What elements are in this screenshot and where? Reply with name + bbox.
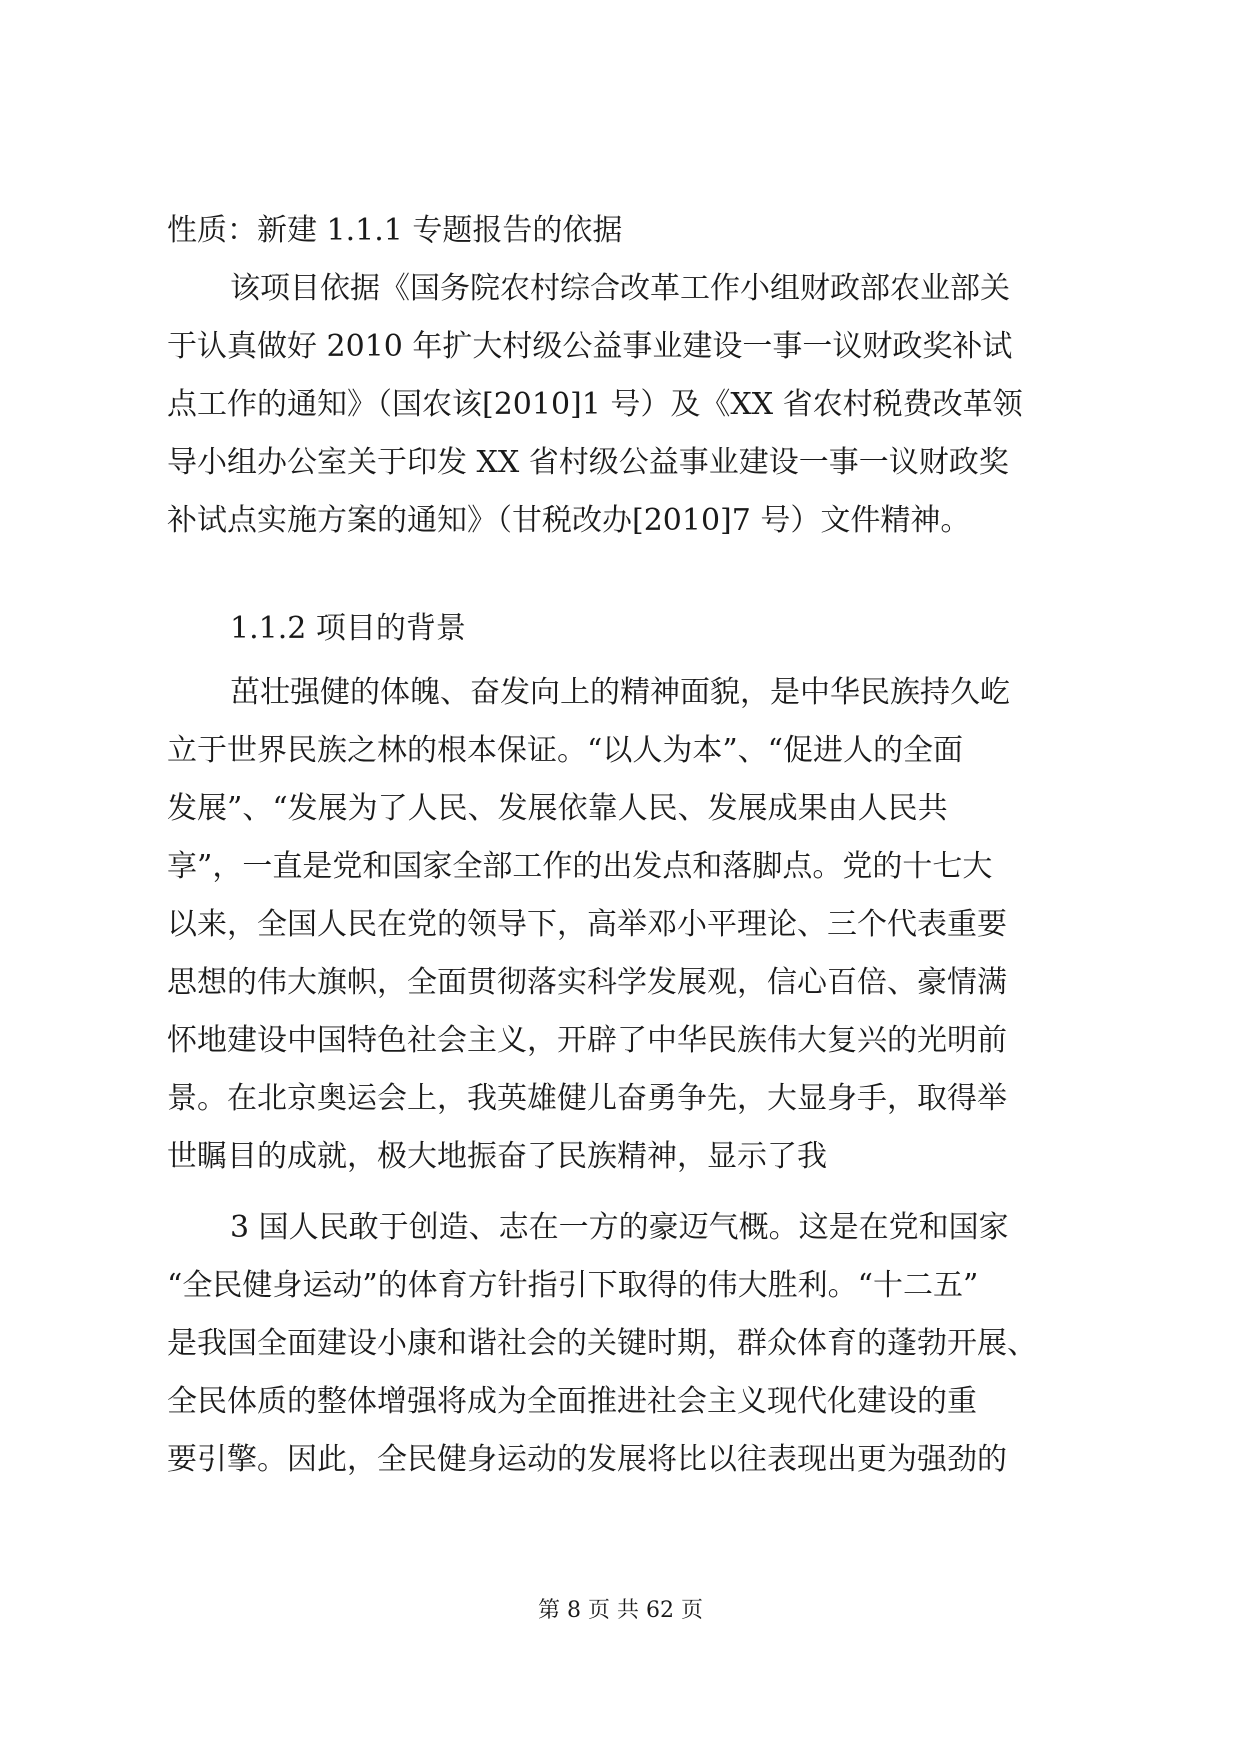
paragraph-line: “全民健身运动”的体育方针指引下取得的伟大胜利。“十二五” <box>167 1268 979 1303</box>
paragraph-line: 世瞩目的成就，极大地振奋了民族精神，显示了我 <box>167 1139 827 1174</box>
paragraph-line: 怀地建设中国特色社会主义，开辟了中华民族伟大复兴的光明前 <box>167 1023 1007 1058</box>
paragraph-line: 补试点实施方案的通知》（甘税改办[2010]7 号）文件精神。 <box>167 503 971 538</box>
page-number-footer: 第 8 页 共 62 页 <box>538 1598 703 1623</box>
section-heading-1-1-1: 性质：新建 1.1.1 专题报告的依据 <box>167 213 623 248</box>
paragraph-line: 以来，全国人民在党的领导下，高举邓小平理论、三个代表重要 <box>167 907 1007 942</box>
paragraph-line: 享”，一直是党和国家全部工作的出发点和落脚点。党的十七大 <box>167 849 993 884</box>
paragraph-line: 是我国全面建设小康和谐社会的关键时期，群众体育的蓬勃开展、 <box>167 1326 1037 1361</box>
paragraph-line: 导小组办公室关于印发 XX 省村级公益事业建设一事一议财政奖 <box>167 445 1009 480</box>
paragraph-line: 茁壮强健的体魄、奋发向上的精神面貌，是中华民族持久屹 <box>230 675 1010 710</box>
paragraph-line: 全民体质的整体增强将成为全面推进社会主义现代化建设的重 <box>167 1384 977 1419</box>
paragraph-line: 点工作的通知》（国农该[2010]1 号）及《XX 省农村税费改革领 <box>167 387 1023 422</box>
paragraph-line: 该项目依据《国务院农村综合改革工作小组财政部农业部关 <box>230 271 1010 306</box>
paragraph-line: 3 国人民敢于创造、志在一方的豪迈气概。这是在党和国家 <box>230 1210 1009 1245</box>
paragraph-line: 要引擎。因此，全民健身运动的发展将比以往表现出更为强劲的 <box>167 1442 1007 1477</box>
section-heading-1-1-2: 1.1.2 项目的背景 <box>230 611 466 646</box>
paragraph-line: 于认真做好 2010 年扩大村级公益事业建设一事一议财政奖补试 <box>167 329 1013 364</box>
paragraph-line: 发展”、“发展为了人民、发展依靠人民、发展成果由人民共 <box>167 791 948 826</box>
paragraph-line: 立于世界民族之林的根本保证。“以人为本”、“促进人的全面 <box>167 733 964 768</box>
paragraph-line: 思想的伟大旗帜，全面贯彻落实科学发展观，信心百倍、豪情满 <box>167 965 1007 1000</box>
paragraph-line: 景。在北京奥运会上，我英雄健儿奋勇争先，大显身手，取得举 <box>167 1081 1007 1116</box>
